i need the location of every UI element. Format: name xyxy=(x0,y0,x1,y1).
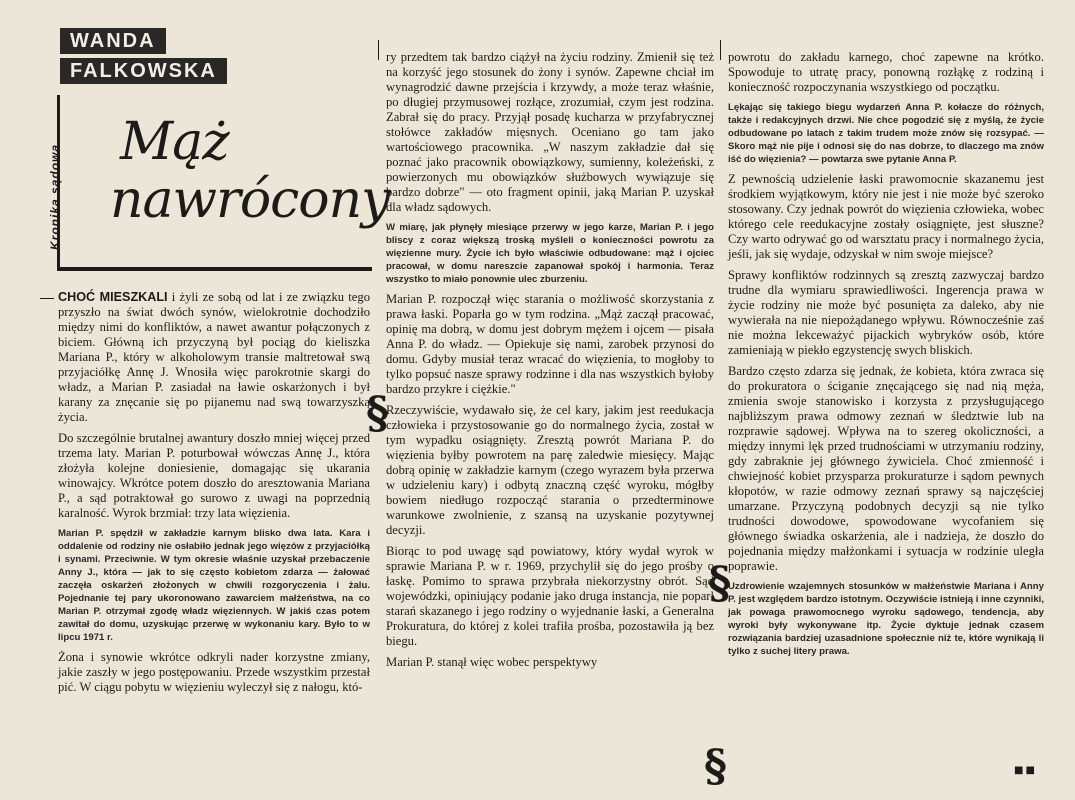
paragraph: powrotu do zakładu karnego, choć zapewne na krótko. Spowoduje to utratę pracy, ponowną rozłąkę z rodziną i konieczność rozpoczynania wszystkiego od początku. xyxy=(728,50,1044,94)
rubric-label: Kronika sądowa xyxy=(48,143,62,250)
paragraph-small: W miarę, jak płynęły miesiące przerwy w jego karze, Marian P. i jego bliscy z coraz większą troską myśleli o konieczności powrotu za więzienne mury. Życie ich było właściwie odbudowane: mąż i ojciec pracował, w domu nareszcie zapanował spokój i harmonia. Teraz wszystko to miało ponownie ulec zburzeniu. xyxy=(386,222,714,285)
column-1 xyxy=(58,290,370,701)
paragraph-text: i żyli ze sobą od lat i ze związku tego przyszło na świat dwóch synów, wielokrotnie dochodziło między nimi do konfliktów, a nawet awantur połączonych z biciem. Główną ich przyczyną był pociąg do kieliszka Mariana P., który w alkoholowym transie maltretował swą przyjaciółkę Annę J. Wnosiła więc parokrotnie skargi do władz, a Marian P. zasiadał na ławie oskarżonych i był karany za znęcanie się po pijanemu nad swą towarzyszką życia. xyxy=(58,290,370,424)
article-title-line2: nawrócony xyxy=(110,170,390,230)
paragraph-small: Lękając się takiego biegu wydarzeń Anna P. kołacze do różnych, także i redakcyjnych drzwi. Nie chce pogodzić się z myślą, że życie odbudowane po latach z takim trudem może znów się rozsypać. — Skoro mąż nie pije i odnosi się do nas dobrze, to dlaczego ma znów iść do więzienia? — powtarza swe pytanie Anna P. xyxy=(728,102,1044,165)
paragraph: Marian P. rozpoczął więc starania o możliwość skorzystania z prawa łaski. Poparła go w tym rodzina. „Mąż zaczął pracować, opinię ma dobrą, w domu jest dobrym mężem i ojcem — pisała Anna P. do władz. — Opiekuje się nami, zarobek przynosi do domu. Gdyby musiał teraz wracać do więzienia, to mogłoby to tylko popsuć nasze sprawy rodzinne i dla nas wszystkich byłoby bardzo przykre i ciężkie." xyxy=(386,292,714,396)
section-mark-icon: § xyxy=(708,558,732,609)
article-title-line1: Mąż xyxy=(120,112,229,172)
paragraph: Biorąc to pod uwagę sąd powiatowy, który wydał wyrok w sprawie Mariana P. w r. 1969, przychylił się do jego prośby o łaskę. Pomimo to sprawa przybrała niekorzystny obrót. Sąd wojewódzki, opiniujący podanie jako druga instancja, nie poparł starań skazanego i jego rodziny o wyjednanie łaski, a Generalna Prokuratura, do której z kolei trafiła prośba, pozostawiła ją bez biegu. xyxy=(386,544,714,648)
column-rule xyxy=(378,40,379,60)
column-3 xyxy=(728,50,1044,664)
paragraph: Żona i synowie wkrótce odkryli nader korzystne zmiany, jakie zaszły w jego postępowaniu. Przede wszystkim przestał pić. W ciągu pobytu w więzieniu wyleczył się z nałogu, któ- xyxy=(58,650,370,694)
paragraph: Marian P. stanął więc wobec perspektywy xyxy=(386,655,598,669)
paragraph: Z pewnością udzielenie łaski prawomocnie skazanemu jest środkiem wyjątkowym, który nie jest i nie może być szeroko stosowany. Czy jednak powrót do więzienia człowieka, wobec którego cele reedukacyjne zostały osiągnięte, jest słuszne? Czy warto odrywać go od warsztatu pracy i normalnego życia, jeśli, jak się wydaje, odzyskał w nim swoje miejsce? xyxy=(728,172,1044,261)
paragraph-small: Uzdrowienie wzajemnych stosunków w małżeństwie Mariana i Anny P. jest względem bardzo istotnym. Oczywiście istnieją i inne czynniki, jak powaga prawomocnego wyroku sądowego, tendencja, aby wyroki były wykonywane itp. Życie dyktuje jednak czasem rozwiązania bardziej uzasadnione społecznie niż te, które wynikają li tylko z suchej litery prawa. xyxy=(728,581,1044,657)
column-rule xyxy=(720,40,721,60)
lead-dash xyxy=(40,298,54,299)
author-last-name: FALKOWSKA xyxy=(60,58,227,84)
lead-words: CHOĆ MIESZKALI xyxy=(58,290,168,304)
end-mark-icon: ■■ xyxy=(1014,765,1037,776)
paragraph: Bardzo często zdarza się jednak, że kobieta, która zwraca się do prokuratora o ściganie znęcającego się nad nią męża, zmienia swoje stanowisko i korzysta z przysługującego najbliższym prawa odmowy zeznań w śledztwie lub na rozprawie sądowej. Wpływa na to szereg okoliczności, a między innymi lęk przed trudnościami w utrzymaniu rodziny, gdy zabraknie jej głównego żywiciela. Choć zmienność i chwiejność kobiet przysparza prokuraturze i sądom pewnych kłopotów, w razie odmowy zeznań sprawy są najczęściej umarzane. Przyczyną podobnych decyzji są nie tylko trudności dowodowe, spowodowane wycofaniem się głównego świadka oskarżenia, ale i nadzieja, że doszło do pojednania między małżonkami i sytuacja w rodzinie uległa poprawie. xyxy=(728,364,1044,573)
paragraph: ry przedtem tak bardzo ciążył na życiu rodziny. Zmienił się też na korzyść jego stosunek do żony i synów. Zapewne chciał im wynagrodzić dawne przejścia i krzywdy, a może teraz właśnie, po długiej przymusowej rozłące, zrozumiał, czym jest rodzina. Zabrał się do pracy. Przyjął posadę kucharza w przyfabrycznej stołówce zakładów mięsnych. Oceniano go tam jako wartościowego pracownika. „W naszym zakładzie dał się poznać jako pracownik obowiązkowy, sumienny, koleżeński, z powierzonych mu obowiązków służbowych wywiązuje się bardzo dobrze" — oto fragment opinii, jaką Marian P. uzyskał dla władz sądowych. xyxy=(386,50,714,214)
paragraph xyxy=(58,290,370,425)
paragraph: Rzeczywiście, wydawało się, że cel kary, jakim jest reedukacja człowieka i przystosowanie go do normalnego życia, został w tym wypadku osiągnięty. Zresztą powrót Mariana P. do więzienia byłby powrotem na parę zaledwie miesięcy. Mając dobrą opinię w zakładzie karnym (czego wyrazem była przerwa w udzieleniu kary) i odbytą znaczną część wyroku, mógłby bowiem niedługo rozpocząć starania o przedterminowe warunkowe zwolnienie, z szansą na uzyskanie pozytywnej decyzji. xyxy=(386,403,714,537)
paragraph-small: Marian P. spędził w zakładzie karnym blisko dwa lata. Kara i oddalenie od rodziny nie osłabiło jednak jego więzów z przyjaciółką i synami. Przeciwnie. W tym okresie właśnie uzyskał przebaczenie Anny J., która — jak to się często kobietom zdarza — żałować zaczęła oskarżeń złożonych w chwili rozgoryczenia i żalu. Pojednanie tej pary ukoronowano zawarciem małżeństwa, na co Marian P. otrzymał zgodę władz więziennych. W jakiś czas potem zawitał do domu, uzyskując przerwę w wykonaniu kary. Było to w lipcu 1971 r. xyxy=(58,528,370,643)
author-first-name: WANDA xyxy=(60,28,166,54)
section-mark-icon: § xyxy=(704,741,728,792)
paragraph: Do szczególnie brutalnej awantury doszło mniej więcej przed trzema laty. Marian P. poturbował wówczas Annę J., która złożyła kolejne doniesienie, domagając się ukarania winowajcy. Wkrótce potem doszło do aresztowania Mariana P., a sąd potraktował go surowo z uwagi na poprzednią karalność. Wyrok brzmiał: trzy lata więzienia. xyxy=(58,431,370,520)
paragraph: Sprawy konfliktów rodzinnych są zresztą zazwyczaj bardzo trudne dla wymiaru sprawiedliwości. Ingerencja prawa w życie rodziny nie może być posunięta za daleko, aby nie wywierała na nie niepożądanego wpływu. Równocześnie zaś nie można lekceważyć pijackich wybryków osób, które zamieniają w piekło egzystencję swych bliskich. xyxy=(728,268,1044,357)
section-mark-icon: § xyxy=(366,388,390,439)
column-2 xyxy=(386,50,714,676)
